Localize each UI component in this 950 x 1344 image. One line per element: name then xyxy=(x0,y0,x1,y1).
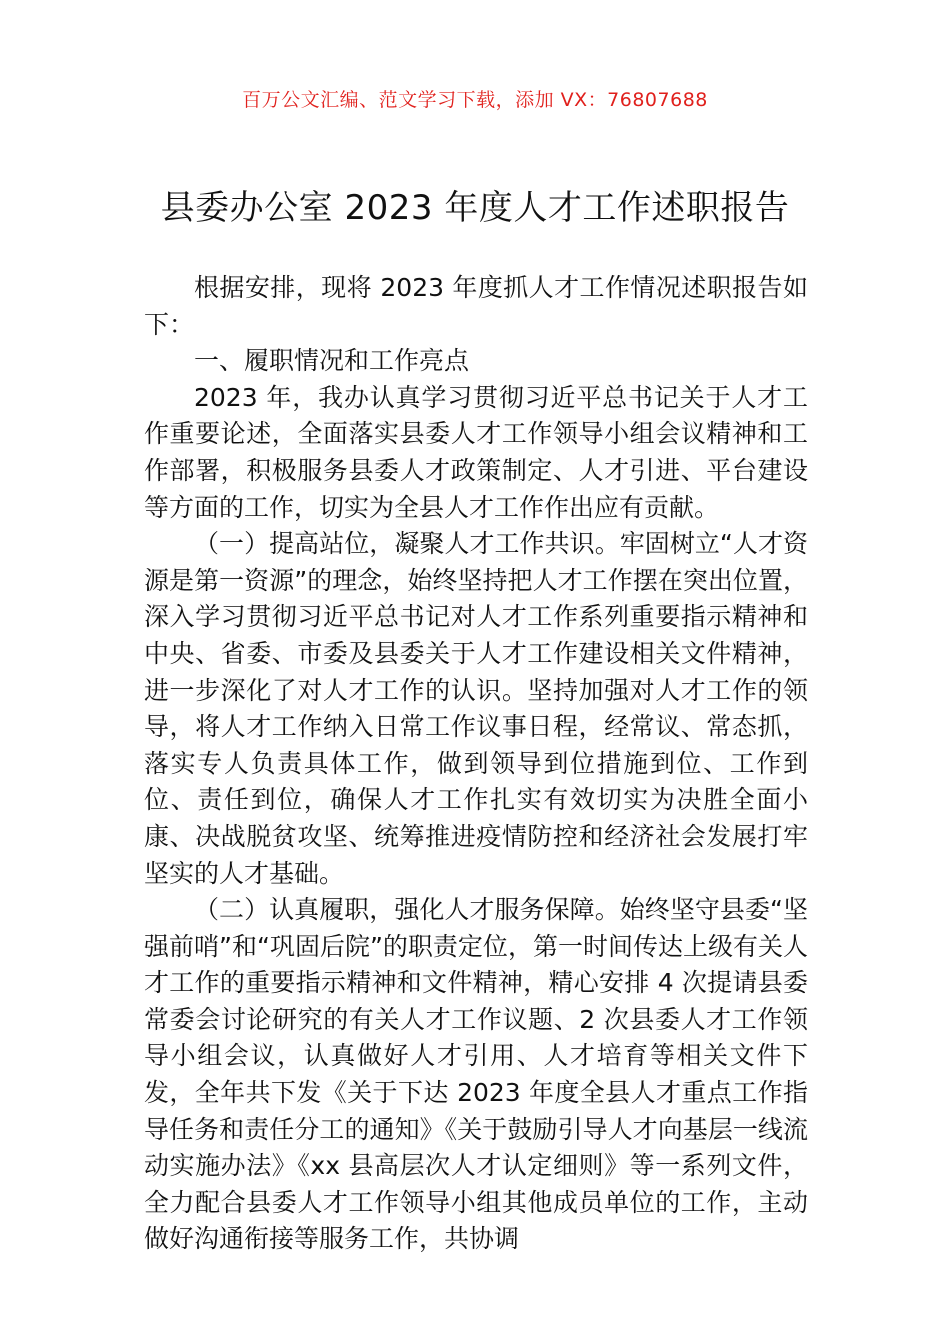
body-paragraph: （二）认真履职，强化人才服务保障。始终坚守县委“坚强前哨”和“巩固后院”的职责定位，第一时间传达上级有关人才工作的重要指示精神和文件精神，精心安排 4 次提请县委常委会讨论研究的有关人才工作议题、2 次县委人才工作领导小组会议，认真做好人才引用、人才培育等相关文件下发，全年共下发《关于下达 2023 年度全县人才重点工作指导任务和责任分工的通知》《关于鼓励引导人才向基层一线流动实施办法》《xx 县高层次人才认定细则》等一系列文件，全力配合县委人才工作领导小组其他成员单位的工作，主动做好沟通衔接等服务工作，共协调 xyxy=(144,895,808,1254)
document-title: 县委办公室 2023 年度人才工作述职报告 xyxy=(160,188,790,228)
body-paragraph: 2023 年，我办认真学习贯彻习近平总书记关于人才工作重要论述，全面落实县委人才工作领导小组会议精神和工作部署，积极服务县委人才政策制定、人才引进、平台建设等方面的工作，切实为全县人才工作作出应有贡献。 xyxy=(144,382,808,522)
body-paragraph: （一）提高站位，凝聚人才工作共识。牢固树立“人才资源是第一资源”的理念，始终坚持把人才工作摆在突出位置，深入学习贯彻习近平总书记对人才工作系列重要指示精神和中央、省委、市委及县委关于人才工作建设相关文件精神，进一步深化了对人才工作的认识。坚持加强对人才工作的领导，将人才工作纳入日常工作议事日程，经常议、常态抓，落实专人负责具体工作，做到领导到位措施到位、工作到位、责任到位，确保人才工作扎实有效切实为决胜全面小康、决战脱贫攻坚、统筹推进疫情防控和经济社会发展打牢坚实的人才基础。 xyxy=(144,529,808,888)
intro-paragraph: 根据安排，现将 2023 年度抓人才工作情况述职报告如下： xyxy=(144,273,808,339)
document-body xyxy=(144,270,808,1258)
header-note: 百万公文汇编、范文学习下载，添加 VX：76807688 xyxy=(242,89,708,111)
section-heading: 一、履职情况和工作亮点 xyxy=(194,346,470,376)
